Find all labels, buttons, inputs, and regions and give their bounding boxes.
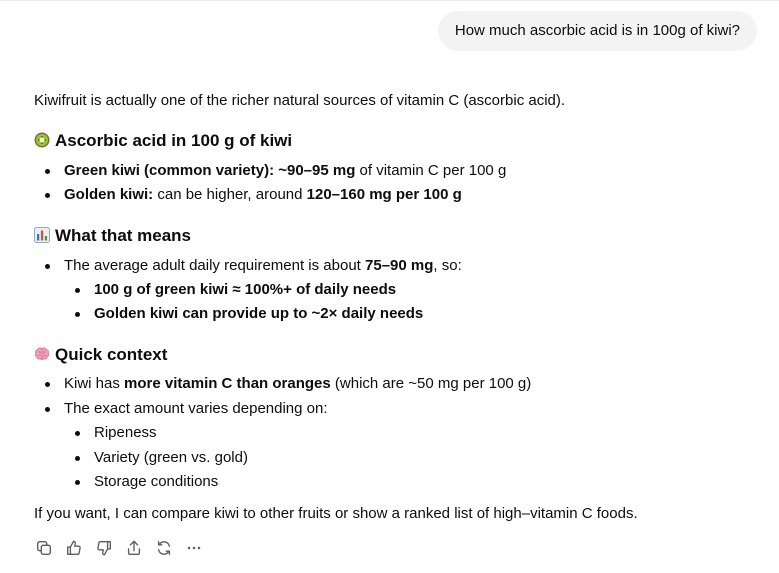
user-message-text: How much ascorbic acid is in 100g of kiwi? — [454, 22, 740, 39]
thumbs-up-icon — [65, 539, 83, 557]
user-message-bubble — [438, 11, 757, 51]
copy-button[interactable] — [34, 538, 54, 558]
sub-list-item: Variety (green vs. gold) — [94, 449, 248, 466]
section-heading-context — [34, 344, 167, 366]
answer-outro: If you want, I can compare kiwi to other fruits or show a ranked list of high–vitamin C foods. — [34, 505, 638, 522]
sub-list-item: Golden kiwi can provide up to ~2× daily needs — [94, 305, 424, 322]
section-heading-means — [34, 225, 191, 247]
section-title: What that means — [55, 226, 192, 245]
answer-intro: Kiwifruit is actually one of the richer natural sources of vitamin C (ascorbic acid). — [34, 92, 566, 109]
thumbs-down-button[interactable] — [94, 538, 114, 558]
thumbs-down-icon — [95, 539, 113, 557]
list-item: Golden kiwi: can be higher, around 120–160 mg per 100 g — [64, 186, 462, 203]
message-actions — [34, 538, 204, 560]
list-item: Kiwi has more vitamin C than oranges (which are ~50 mg per 100 g) — [64, 375, 532, 392]
section-title: Quick context — [55, 345, 168, 364]
regenerate-button[interactable] — [154, 538, 174, 558]
more-options-button[interactable] — [184, 538, 204, 558]
list-item: The average adult daily requirement is about 75–90 mg, so: — [64, 257, 462, 274]
top-divider — [0, 0, 779, 1]
sub-list-item: Storage conditions — [94, 473, 219, 490]
kiwi-icon — [34, 132, 50, 148]
copy-icon — [35, 539, 53, 557]
section-heading-ascorbic — [34, 130, 292, 152]
thumbs-up-button[interactable] — [64, 538, 84, 558]
list-item: The exact amount varies depending on: — [64, 400, 328, 417]
sub-list-item: 100 g of green kiwi ≈ 100%+ of daily needs — [94, 281, 397, 298]
share-icon — [125, 539, 143, 557]
list-item: Green kiwi (common variety): ~90–95 mg of vitamin C per 100 g — [64, 162, 507, 179]
more-icon — [185, 539, 203, 557]
brain-icon — [34, 346, 50, 362]
bar-chart-icon — [34, 227, 50, 243]
sub-list-item: Ripeness — [94, 424, 157, 441]
share-button[interactable] — [124, 538, 144, 558]
regenerate-icon — [155, 539, 173, 557]
section-title: Ascorbic acid in 100 g of kiwi — [55, 131, 293, 150]
